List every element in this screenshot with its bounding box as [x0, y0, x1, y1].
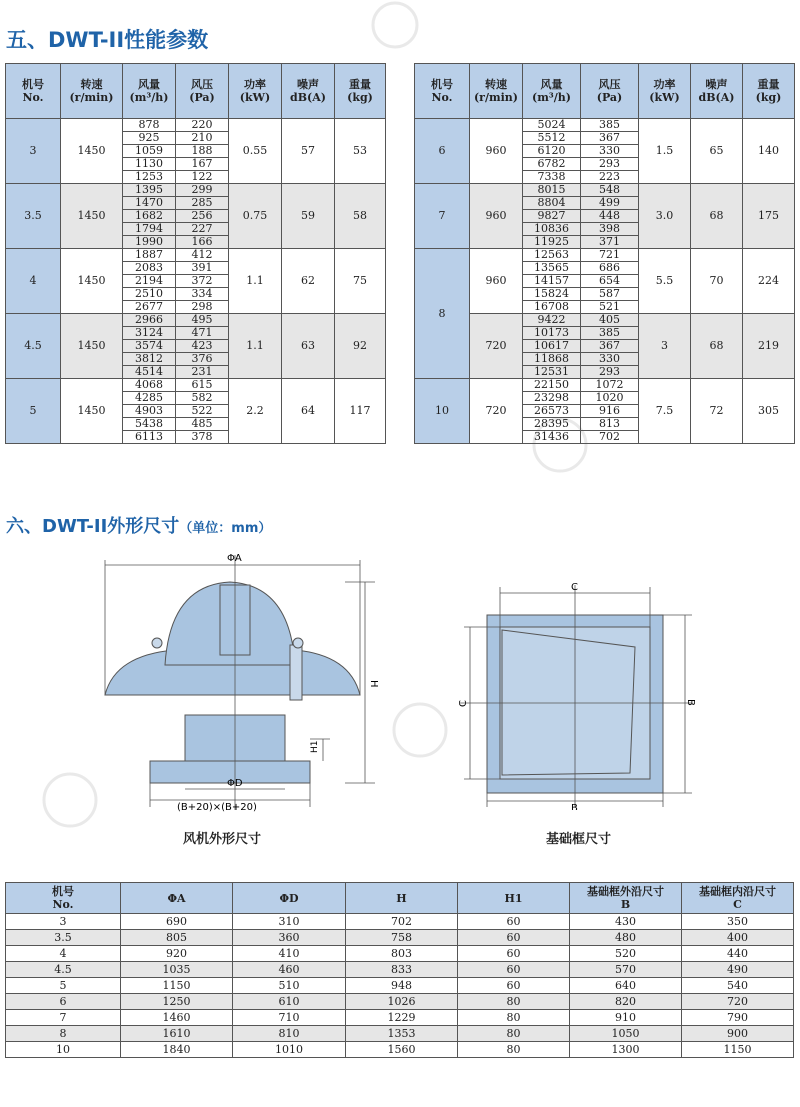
dim-model-no: 10: [6, 1042, 121, 1058]
flow-value: 2677: [123, 301, 176, 314]
weight: 175: [743, 184, 795, 249]
dim-value: 1840: [121, 1042, 233, 1058]
model-no: 10: [415, 379, 470, 444]
flow-value: 5438: [123, 418, 176, 431]
flow-value: 925: [123, 132, 176, 145]
label-h: H: [368, 680, 379, 688]
dim-row: [6, 930, 794, 946]
pressure-value: 813: [581, 418, 639, 431]
pressure-value: 916: [581, 405, 639, 418]
pressure-value: 293: [581, 366, 639, 379]
dim-value: 350: [682, 914, 794, 930]
section6-unit: （单位：mm）: [179, 521, 272, 536]
perf-header-cell: 风压 (Pa): [581, 64, 639, 119]
pressure-value: 686: [581, 262, 639, 275]
header-row: [415, 64, 795, 119]
flow-value: 1794: [123, 223, 176, 236]
dim-row: [6, 946, 794, 962]
flow-value: 10836: [523, 223, 581, 236]
weight: 117: [335, 379, 386, 444]
dim-row: [6, 994, 794, 1010]
perf-header-cell: 机号 No.: [6, 64, 61, 119]
pressure-value: 423: [176, 340, 229, 353]
dim-model-no: 4.5: [6, 962, 121, 978]
pressure-value: 330: [581, 145, 639, 158]
speed: 1450: [61, 249, 123, 314]
dim-value: 910: [570, 1010, 682, 1026]
perf-row: [415, 314, 795, 327]
perf-header-cell: 风量 (m³/h): [523, 64, 581, 119]
pressure-value: 371: [581, 236, 639, 249]
performance-table-right: [414, 63, 795, 444]
power: 1.1: [229, 249, 282, 314]
flow-value: 26573: [523, 405, 581, 418]
dim-model-no: 8: [6, 1026, 121, 1042]
flow-value: 2194: [123, 275, 176, 288]
fan-caption: 风机外形尺寸: [183, 832, 262, 847]
dim-row: [6, 962, 794, 978]
dim-header-cell: [458, 883, 570, 914]
pressure-value: 485: [176, 418, 229, 431]
pressure-value: 391: [176, 262, 229, 275]
flow-value: 16708: [523, 301, 581, 314]
flow-value: 4903: [123, 405, 176, 418]
pressure-value: 385: [581, 327, 639, 340]
dim-value: 948: [346, 978, 458, 994]
dim-row: [6, 1010, 794, 1026]
power: 0.55: [229, 119, 282, 184]
dim-value: 1150: [121, 978, 233, 994]
flow-value: 2083: [123, 262, 176, 275]
flow-value: 5024: [523, 119, 581, 132]
weight: 140: [743, 119, 795, 184]
flow-value: 3574: [123, 340, 176, 353]
pressure-value: 231: [176, 366, 229, 379]
noise: 63: [282, 314, 335, 379]
performance-table-left: [5, 63, 386, 444]
dim-header-cell: [346, 883, 458, 914]
speed: 1450: [61, 119, 123, 184]
perf-row: [6, 314, 386, 327]
pressure-value: 167: [176, 158, 229, 171]
dim-header-cell: [233, 883, 346, 914]
speed: 960: [470, 119, 523, 184]
dim-value: 460: [233, 962, 346, 978]
dim-header-top: H1: [504, 891, 523, 905]
dim-model-no: 3: [6, 914, 121, 930]
pressure-value: 471: [176, 327, 229, 340]
pressure-value: 376: [176, 353, 229, 366]
dim-header-bottom: No.: [52, 898, 74, 911]
pressure-value: 166: [176, 236, 229, 249]
flow-value: 6782: [523, 158, 581, 171]
dim-header-top: ΦA: [167, 891, 186, 905]
pressure-value: 499: [581, 197, 639, 210]
dim-value: 610: [233, 994, 346, 1010]
dim-row: [6, 978, 794, 994]
dim-value: 810: [233, 1026, 346, 1042]
base-frame-drawing: [450, 575, 700, 810]
pressure-value: 256: [176, 210, 229, 223]
pressure-value: 385: [581, 119, 639, 132]
power: 7.5: [639, 379, 691, 444]
perf-row: [415, 249, 795, 262]
weight: 58: [335, 184, 386, 249]
power: 5.5: [639, 249, 691, 314]
dim-value: 758: [346, 930, 458, 946]
pressure-value: 210: [176, 132, 229, 145]
dim-header-cell: [570, 883, 682, 914]
pressure-value: 293: [581, 158, 639, 171]
noise: 72: [691, 379, 743, 444]
dim-value: 1300: [570, 1042, 682, 1058]
perf-header-cell: 机号 No.: [415, 64, 470, 119]
model-no: 7: [415, 184, 470, 249]
pressure-value: 582: [176, 392, 229, 405]
weight: 53: [335, 119, 386, 184]
pressure-value: 521: [581, 301, 639, 314]
pressure-value: 1020: [581, 392, 639, 405]
dim-value: 520: [570, 946, 682, 962]
flow-value: 1059: [123, 145, 176, 158]
flow-value: 6113: [123, 431, 176, 444]
header-row: [6, 64, 386, 119]
dim-model-no: 5: [6, 978, 121, 994]
dim-row: [6, 914, 794, 930]
pressure-value: 122: [176, 171, 229, 184]
flow-value: 1682: [123, 210, 176, 223]
pressure-value: 188: [176, 145, 229, 158]
label-c-side: C: [458, 700, 469, 707]
flow-value: 1990: [123, 236, 176, 249]
flow-value: 12531: [523, 366, 581, 379]
dim-value: 900: [682, 1026, 794, 1042]
dim-model-no: 3.5: [6, 930, 121, 946]
dim-value: 490: [682, 962, 794, 978]
flow-value: 5512: [523, 132, 581, 145]
dim-value: 1610: [121, 1026, 233, 1042]
flow-value: 12563: [523, 249, 581, 262]
pressure-value: 298: [176, 301, 229, 314]
dim-header-top: H: [396, 891, 407, 905]
dim-value: 80: [458, 1010, 570, 1026]
dim-value: 790: [682, 1010, 794, 1026]
dim-value: 570: [570, 962, 682, 978]
pressure-value: 367: [581, 340, 639, 353]
dimension-table: [5, 882, 794, 1058]
flow-value: 1395: [123, 184, 176, 197]
pressure-value: 398: [581, 223, 639, 236]
label-h1: H1: [310, 740, 320, 753]
dim-model-no: 4: [6, 946, 121, 962]
dim-value: 60: [458, 978, 570, 994]
section6-title: 六、DWT-II外形尺寸（单位：mm）: [6, 516, 272, 537]
flow-value: 31436: [523, 431, 581, 444]
model-no: 5: [6, 379, 61, 444]
flow-value: 4068: [123, 379, 176, 392]
dim-value: 805: [121, 930, 233, 946]
dim-row: [6, 1026, 794, 1042]
flow-value: 6120: [523, 145, 581, 158]
dim-value: 820: [570, 994, 682, 1010]
noise: 70: [691, 249, 743, 314]
dim-header-top: 基础框外沿尺寸: [587, 885, 664, 898]
pressure-value: 412: [176, 249, 229, 262]
flow-value: 10173: [523, 327, 581, 340]
flow-value: 4285: [123, 392, 176, 405]
perf-header-cell: 风量 (m³/h): [123, 64, 176, 119]
flow-value: 15824: [523, 288, 581, 301]
pressure-value: 285: [176, 197, 229, 210]
dim-value: 480: [570, 930, 682, 946]
flow-value: 3124: [123, 327, 176, 340]
speed: 720: [470, 314, 523, 379]
pressure-value: 548: [581, 184, 639, 197]
label-phi-d: ΦD: [227, 778, 243, 789]
pressure-value: 615: [176, 379, 229, 392]
perf-row: [6, 184, 386, 197]
dim-value: 60: [458, 962, 570, 978]
dim-value: 690: [121, 914, 233, 930]
weight: 305: [743, 379, 795, 444]
dim-value: 720: [682, 994, 794, 1010]
model-no: 8: [415, 249, 470, 379]
label-phi-a: ΦA: [227, 553, 242, 564]
flow-value: 8804: [523, 197, 581, 210]
speed: 1450: [61, 314, 123, 379]
power: 2.2: [229, 379, 282, 444]
dim-model-no: 7: [6, 1010, 121, 1026]
dim-model-no: 6: [6, 994, 121, 1010]
flow-value: 3812: [123, 353, 176, 366]
flow-value: 11868: [523, 353, 581, 366]
dim-value: 510: [233, 978, 346, 994]
model-no: 3.5: [6, 184, 61, 249]
flow-value: 10617: [523, 340, 581, 353]
pressure-value: 721: [581, 249, 639, 262]
power: 3.0: [639, 184, 691, 249]
fan-outline-drawing: [95, 545, 385, 825]
dim-value: 803: [346, 946, 458, 962]
dim-value: 1560: [346, 1042, 458, 1058]
pressure-value: 378: [176, 431, 229, 444]
pressure-value: 654: [581, 275, 639, 288]
flow-value: 9422: [523, 314, 581, 327]
flow-value: 22150: [523, 379, 581, 392]
perf-row: [415, 379, 795, 392]
dim-value: 1150: [682, 1042, 794, 1058]
perf-row: [6, 249, 386, 262]
weight: 219: [743, 314, 795, 379]
dim-row: [6, 1042, 794, 1058]
dim-value: 440: [682, 946, 794, 962]
speed: 720: [470, 379, 523, 444]
speed: 1450: [61, 379, 123, 444]
dim-value: 60: [458, 930, 570, 946]
pressure-value: 495: [176, 314, 229, 327]
flow-value: 14157: [523, 275, 581, 288]
perf-row: [415, 119, 795, 132]
dim-value: 80: [458, 1042, 570, 1058]
dim-value: 1250: [121, 994, 233, 1010]
noise: 68: [691, 314, 743, 379]
perf-header-cell: 重量 (kg): [743, 64, 795, 119]
pressure-value: 1072: [581, 379, 639, 392]
flow-value: 9827: [523, 210, 581, 223]
dim-value: 430: [570, 914, 682, 930]
noise: 65: [691, 119, 743, 184]
pressure-value: 587: [581, 288, 639, 301]
label-b-side: B: [685, 699, 696, 706]
flow-value: 23298: [523, 392, 581, 405]
flow-value: 8015: [523, 184, 581, 197]
flow-value: 1887: [123, 249, 176, 262]
flow-value: 1253: [123, 171, 176, 184]
perf-header-cell: 噪声 dB(A): [282, 64, 335, 119]
dim-header-cell: [121, 883, 233, 914]
perf-header-cell: 风压 (Pa): [176, 64, 229, 119]
pressure-value: 405: [581, 314, 639, 327]
power: 3: [639, 314, 691, 379]
noise: 64: [282, 379, 335, 444]
label-bb: (B+20)×(B+20): [177, 802, 257, 813]
flow-value: 11925: [523, 236, 581, 249]
noise: 62: [282, 249, 335, 314]
flow-value: 2510: [123, 288, 176, 301]
perf-header-cell: 转速 (r/min): [61, 64, 123, 119]
dim-value: 1010: [233, 1042, 346, 1058]
pressure-value: 522: [176, 405, 229, 418]
pressure-value: 334: [176, 288, 229, 301]
dim-header-cell: [6, 883, 121, 914]
power: 1.1: [229, 314, 282, 379]
flow-value: 4514: [123, 366, 176, 379]
dim-header-bottom: C: [733, 898, 742, 911]
perf-header-cell: 功率 (kW): [229, 64, 282, 119]
model-no: 3: [6, 119, 61, 184]
dim-value: 60: [458, 914, 570, 930]
flow-value: 878: [123, 119, 176, 132]
dim-value: 400: [682, 930, 794, 946]
perf-row: [6, 379, 386, 392]
dim-header-top: 基础框内沿尺寸: [699, 885, 776, 898]
pressure-value: 367: [581, 132, 639, 145]
section5-title: 五、DWT-II性能参数: [6, 28, 209, 52]
flow-value: 7338: [523, 171, 581, 184]
pressure-value: 702: [581, 431, 639, 444]
perf-row: [415, 184, 795, 197]
dim-header-bottom: B: [620, 898, 631, 911]
speed: 960: [470, 184, 523, 249]
speed: 1450: [61, 184, 123, 249]
dim-value: 360: [233, 930, 346, 946]
dim-value: 1026: [346, 994, 458, 1010]
dim-value: 702: [346, 914, 458, 930]
noise: 68: [691, 184, 743, 249]
weight: 75: [335, 249, 386, 314]
dim-value: 1229: [346, 1010, 458, 1026]
noise: 59: [282, 184, 335, 249]
dim-value: 1460: [121, 1010, 233, 1026]
dim-value: 1050: [570, 1026, 682, 1042]
label-b-bottom: B: [571, 803, 578, 810]
label-c-top: C: [571, 582, 578, 593]
pressure-value: 372: [176, 275, 229, 288]
pressure-value: 223: [581, 171, 639, 184]
flow-value: 13565: [523, 262, 581, 275]
flow-value: 1130: [123, 158, 176, 171]
perf-header-cell: 功率 (kW): [639, 64, 691, 119]
dim-value: 540: [682, 978, 794, 994]
power: 0.75: [229, 184, 282, 249]
flow-value: 1470: [123, 197, 176, 210]
base-caption: 基础框尺寸: [546, 832, 612, 847]
flow-value: 2966: [123, 314, 176, 327]
dim-value: 310: [233, 914, 346, 930]
dim-value: 920: [121, 946, 233, 962]
pressure-value: 220: [176, 119, 229, 132]
dim-value: 80: [458, 994, 570, 1010]
pressure-value: 448: [581, 210, 639, 223]
perf-header-cell: 重量 (kg): [335, 64, 386, 119]
weight: 92: [335, 314, 386, 379]
dim-value: 833: [346, 962, 458, 978]
model-no: 6: [415, 119, 470, 184]
perf-header-cell: 噪声 dB(A): [691, 64, 743, 119]
perf-header-cell: 转速 (r/min): [470, 64, 523, 119]
model-no: 4: [6, 249, 61, 314]
dim-header-top: 机号: [52, 885, 74, 898]
perf-row: [6, 119, 386, 132]
weight: 224: [743, 249, 795, 314]
dim-value: 640: [570, 978, 682, 994]
dim-value: 1035: [121, 962, 233, 978]
dim-value: 80: [458, 1026, 570, 1042]
speed: 960: [470, 249, 523, 314]
dim-value: 410: [233, 946, 346, 962]
dim-header-row: [6, 883, 794, 914]
pressure-value: 299: [176, 184, 229, 197]
power: 1.5: [639, 119, 691, 184]
noise: 57: [282, 119, 335, 184]
dim-header-top: ΦD: [279, 891, 299, 905]
pressure-value: 330: [581, 353, 639, 366]
dim-header-cell: [682, 883, 794, 914]
dim-value: 60: [458, 946, 570, 962]
model-no: 4.5: [6, 314, 61, 379]
dim-value: 710: [233, 1010, 346, 1026]
pressure-value: 227: [176, 223, 229, 236]
flow-value: 28395: [523, 418, 581, 431]
dim-value: 1353: [346, 1026, 458, 1042]
